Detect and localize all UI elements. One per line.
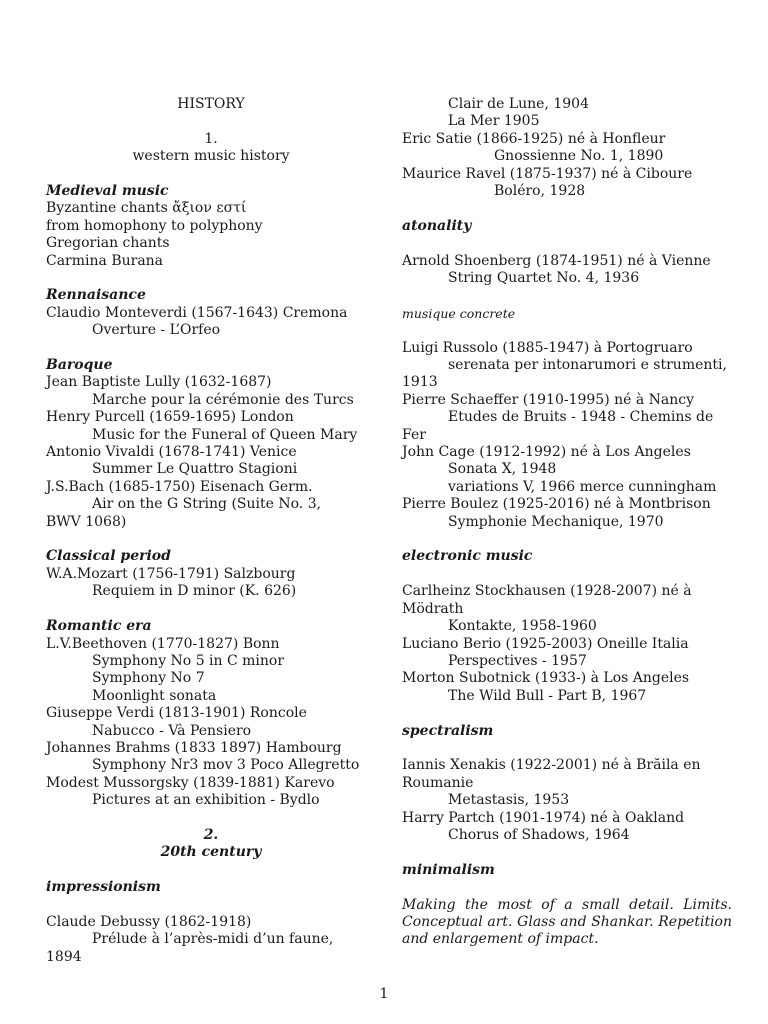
text-line: John Cage (1912-1992) né à Los Angeles [402, 444, 691, 461]
work-entry: Marche pour la cérémonie des Turcs [92, 391, 354, 408]
work-entry: Symphony No 7 [92, 670, 205, 687]
spacer [46, 340, 376, 357]
text-line: from homophony to polyphony [46, 217, 263, 234]
spacer [402, 705, 732, 722]
work-entry: serenata per intonarumori e strumenti, [448, 357, 727, 374]
spacer [46, 862, 376, 879]
section-heading: Rennaisance [46, 287, 146, 304]
work-entry: Clair de Lune, 1904 [448, 96, 589, 112]
spacer [402, 322, 732, 339]
work-entry: Symphony Nr3 mov 3 Poco Allegretto [92, 757, 360, 774]
text-line: western music history [132, 148, 290, 165]
description-paragraph: Making the most of a small detail. Limits. Conceptual art. Glass and Shankar. Repetition and enlargement of impact. [402, 896, 732, 948]
spacer [402, 531, 732, 548]
text-line: BWV 1068) [46, 513, 127, 530]
spacer [402, 235, 732, 252]
work-entry: Perspectives - 1957 [448, 652, 587, 669]
section-heading: minimalism [402, 861, 495, 878]
section-heading: spectralism [402, 722, 494, 739]
text-line: Antonio Vivaldi (1678-1741) Venice [46, 444, 297, 461]
text-line: Gregorian chants [46, 235, 170, 252]
spacer [402, 287, 732, 304]
work-entry: Kontakte, 1958-1960 [448, 618, 597, 635]
right-column [402, 96, 732, 949]
work-entry: variations V, 1966 merce cunningham [448, 478, 717, 495]
spacer [402, 740, 732, 757]
text-line: Modest Mussorgsky (1839-1881) Karevo [46, 774, 335, 791]
section-heading: 2. [203, 826, 219, 843]
section-heading: Baroque [46, 357, 113, 374]
spacer [46, 113, 376, 130]
work-entry: Metastasis, 1953 [448, 792, 570, 809]
work-entry: Air on the G String (Suite No. 3, [92, 496, 322, 513]
work-entry: Summer Le Quattro Stagioni [92, 461, 298, 478]
text-line: Roumanie [402, 774, 474, 791]
text-line: L.V.Beethoven (1770-1827) Bonn [46, 635, 280, 652]
text-line: Luigi Russolo (1885-1947) à Portogruaro [402, 339, 693, 356]
work-entry: Symphonie Mechanique, 1970 [448, 513, 664, 530]
work-entry: Nabucco - Và Pensiero [92, 722, 252, 739]
spacer [46, 601, 376, 618]
text-line: Eric Satie (1866-1925) né à Honfleur [402, 130, 666, 147]
section-heading: 20th century [160, 844, 262, 861]
work-entry: Music for the Funeral of Queen Mary [92, 426, 358, 443]
spacer [46, 531, 376, 548]
section-heading: atonality [402, 217, 472, 234]
work-entry: Sonata X, 1948 [448, 461, 557, 478]
spacer [402, 566, 732, 583]
spacer [402, 200, 732, 217]
work-entry: Chorus of Shadows, 1964 [448, 826, 630, 843]
work-entry: Boléro, 1928 [494, 183, 586, 200]
work-entry: Requiem in D minor (K. 626) [92, 583, 297, 600]
text-line: Pierre Boulez (1925-2016) né à Montbrison [402, 496, 711, 513]
text-line: Giuseppe Verdi (1813-1901) Roncole [46, 705, 307, 722]
work-entry: Etudes de Bruits - 1948 - Chemins de [448, 409, 714, 426]
spacer [402, 879, 732, 896]
left-column [46, 96, 376, 966]
text-line: 1913 [402, 374, 438, 391]
text-line: Henry Purcell (1659-1695) London [46, 409, 294, 426]
text-line: Claudio Monteverdi (1567-1643) Cremona [46, 304, 348, 321]
text-line: Claude Debussy (1862-1918) [46, 913, 252, 930]
text-line: Byzantine chants ἄξιον εστί [46, 200, 247, 217]
text-line: Jean Baptiste Lully (1632-1687) [46, 374, 272, 391]
spacer [402, 844, 732, 861]
text-line: Iannis Xenakis (1922-2001) né à Brăila en [402, 757, 701, 774]
work-entry: Moonlight sonata [92, 687, 217, 704]
section-heading: impressionism [46, 879, 161, 896]
section-heading: Classical period [46, 548, 171, 565]
text-line: Mödrath [402, 600, 464, 617]
work-entry: La Mer 1905 [448, 113, 540, 130]
text-line: J.S.Bach (1685-1750) Eisenach Germ. [46, 478, 313, 495]
spacer [46, 270, 376, 287]
text-line: Carlheinz Stockhausen (1928-2007) né à [402, 583, 692, 600]
text-line: Arnold Shoenberg (1874-1951) né à Vienne [402, 252, 711, 269]
text-line: Carmina Burana [46, 252, 164, 269]
work-entry: Pictures at an exhibition - Bydlo [92, 792, 320, 809]
text-line: 1894 [46, 948, 82, 965]
section-heading: Medieval music [46, 183, 169, 199]
text-line: Morton Subotnick (1933-) à Los Angeles [402, 670, 690, 687]
text-line: Maurice Ravel (1875-1937) né à Ciboure [402, 165, 693, 182]
work-entry: Overture - L’Orfeo [92, 322, 221, 339]
text-line: W.A.Mozart (1756-1791) Salzbourg [46, 565, 296, 582]
work-entry: Prélude à l’après-midi d’un faune, [92, 931, 334, 948]
spacer [46, 166, 376, 183]
text-line: Fer [402, 426, 426, 443]
text-line: 1. [204, 130, 218, 147]
page-number: 1 [379, 986, 389, 1002]
work-entry: Gnossienne No. 1, 1890 [494, 148, 664, 165]
spacer [46, 810, 376, 827]
section-heading: Romantic era [46, 618, 152, 635]
section-heading: electronic music [402, 548, 533, 565]
text-line: Pierre Schaeffer (1910-1995) né à Nancy [402, 391, 695, 408]
text-line: HISTORY [177, 96, 245, 112]
text-line: Harry Partch (1901-1974) né à Oakland [402, 809, 685, 826]
text-line: Luciano Berio (1925-2003) Oneille Italia [402, 635, 689, 652]
spacer [46, 897, 376, 914]
text-line: musique concrete [402, 305, 516, 321]
text-line: Johannes Brahms (1833 1897) Hambourg [46, 739, 342, 756]
work-entry: The Wild Bull - Part B, 1967 [448, 687, 647, 704]
work-entry: Symphony No 5 in C minor [92, 652, 285, 669]
work-entry: String Quartet No. 4, 1936 [448, 270, 640, 287]
